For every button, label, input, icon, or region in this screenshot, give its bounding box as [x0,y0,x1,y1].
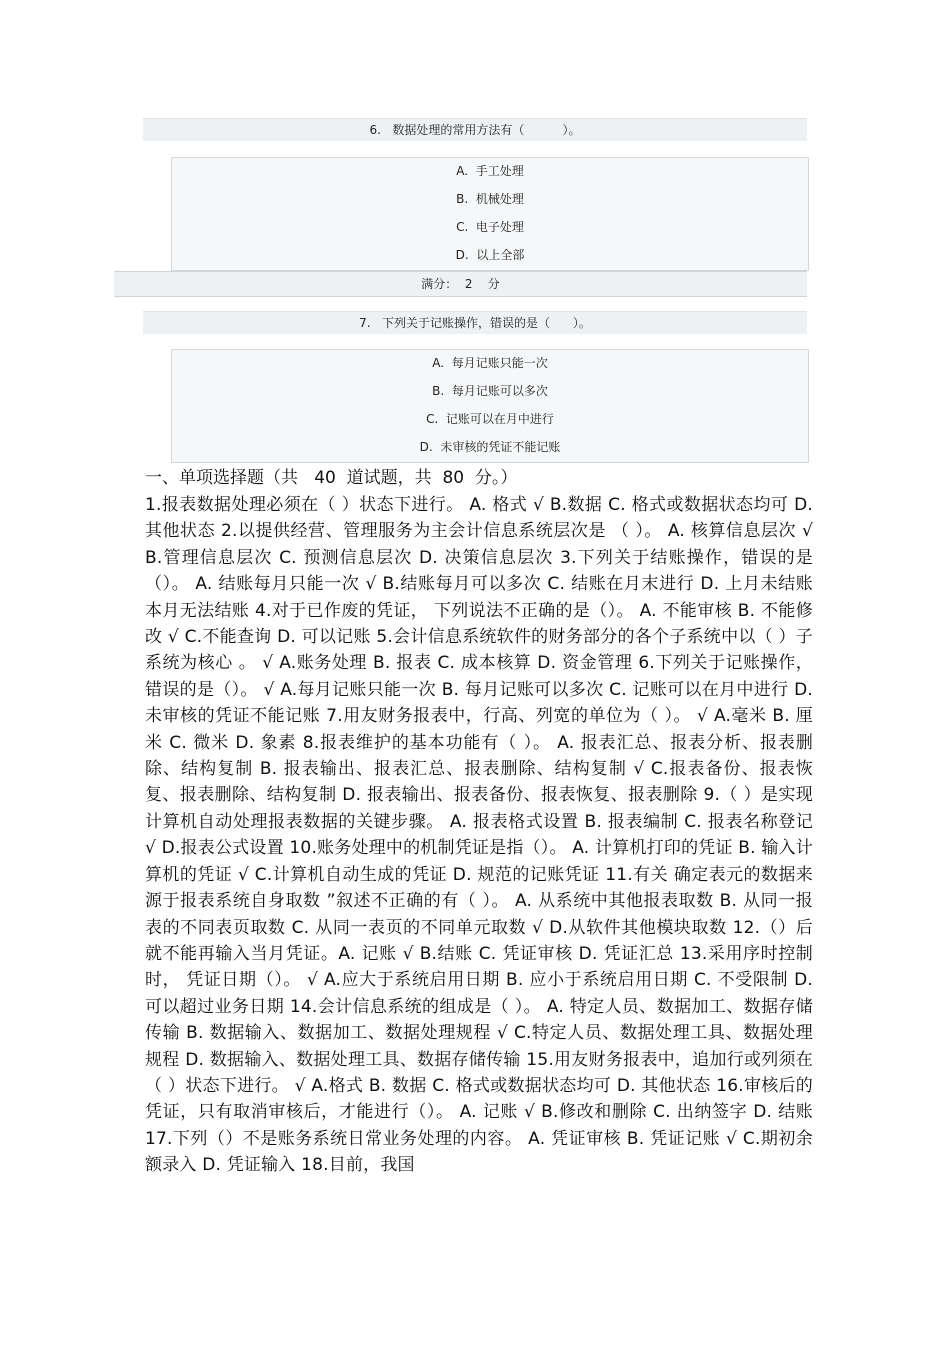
q6-option-b[interactable]: B. 机械处理 [456,192,524,206]
question-6-text: 6. 数据处理的常用方法有（ ）。 [369,123,581,137]
q7-option-c[interactable]: C. 记账可以在月中进行 [426,412,554,426]
question-6-header [143,118,807,141]
question-7-header [143,311,807,334]
question-6-options [171,157,809,271]
q7-option-d[interactable]: D. 未审核的凭证不能记账 [419,440,561,454]
q7-option-b[interactable]: B. 每月记账可以多次 [432,384,548,398]
question-6-score [114,271,807,297]
q6-option-c[interactable]: C. 电子处理 [456,220,524,234]
question-7-text: 7. 下列关于记账操作，错误的是（ ）。 [359,316,591,330]
section-title: 一、单项选择题（共 40 道试题，共 80 分。） [145,468,518,488]
q6-option-a[interactable]: A. 手工处理 [456,164,524,178]
q6-option-d[interactable]: D. 以上全部 [455,248,525,262]
answer-paragraph: 1.报表数据处理必须在（ ）状态下进行。 A. 格式 √ B.数据 C. 格式或数据状态均可 D. 其他状态 2.以提供经营、管理服务为主会计信息系统层次是 （ ）。 A. 核算信息层次 √ B.管理信息层次 C. 预测信息层次 D. 决策信息层次 3.下列关于结账操作，错误的是（）。 A. 结账每月只能一次 √ B.结账每月可以多次 C. 结账在月末进行 D. 上月未结账本月无法结账 4.对于已作废的凭证， 下列说法不正确的是（）。 A. 不能审核 B. 不能修改 √ C.不能查询 D. 可以记账 5.会计信息系统软件的财务部分的各个子系统中以（ ）子系统为核心 。 √ A.账务处理 B. 报表 C. 成本核算 D. 资金管理 6.下列关于记账操作， 错误的是（）。 √ A.每月记账只能一次 B. 每月记账可以多次 C. 记账可以在月中进行 D. 未审核的凭证不能记账 7.用友财务报表中，行高、列宽的单位为（ ）。 √ A.毫米 B. 厘米 C. 微米 D. 象素 8.报表维护的基本功能有（ ）。 A. 报表汇总、报表分析、报表删除、结构复制 B. 报表输出、报表汇总、报表删除、结构复制 √ C.报表备份、报表恢复、报表删除、结构复制 D. 报表输出、报表备份、报表恢复、报表删除 9.（ ）是实现计算机自动处理报表数据的关键步骤。 A. 报表格式设置 B. 报表编制 C. 报表名称登记 √ D.报表公式设置 10.账务处理中的机制凭证是指（）。 A. 计算机打印的凭证 B. 输入计算机的凭证 √ C.计算机自动生成的凭证 D. 规范的记账凭证 11.有关 确定表元的数据来源于报表系统自身取数 ”叙述不正确的有（ ）。 A. 从系统中其他报表取数 B. 从同一报表的不同表页取数 C. 从同一表页的不同单元取数 √ D.从软件其他模块取数 12.（）后就不能再输入当月凭证。A. 记账 √ B.结账 C. 凭证审核 D. 凭证汇总 13.采用序时控制时， 凭证日期（）。 √ A.应大于系统启用日期 B. 应小于系统启用日期 C. 不受限制 D. 可以超过业务日期 14.会计信息系统的组成是（ ）。 A. 特定人员、数据加工、数据存储传输 B. 数据输入、数据加工、数据处理规程 √ C.特定人员、数据处理工具、数据处理规程 D. 数据输入、数据处理工具、数据存储传输 15.用友财务报表中，追加行或列须在（ ）状态下进行。 √ A.格式 B. 数据 C. 格式或数据状态均可 D. 其他状态 16.审核后的凭证，只有取消审核后，才能进行（）。 A. 记账 √ B.修改和删除 C. 出纳签字 D. 结账 17.下列（）不是账务系统日常业务处理的内容。 A. 凭证审核 B. 凭证记账 √ C.期初余额录入 D. 凭证输入 18.目前，我国 [145,495,813,1176]
q7-option-a[interactable]: A. 每月记账只能一次 [432,356,548,370]
question-7-options [171,349,809,463]
score-text: 满分： 2 分 [421,277,500,291]
